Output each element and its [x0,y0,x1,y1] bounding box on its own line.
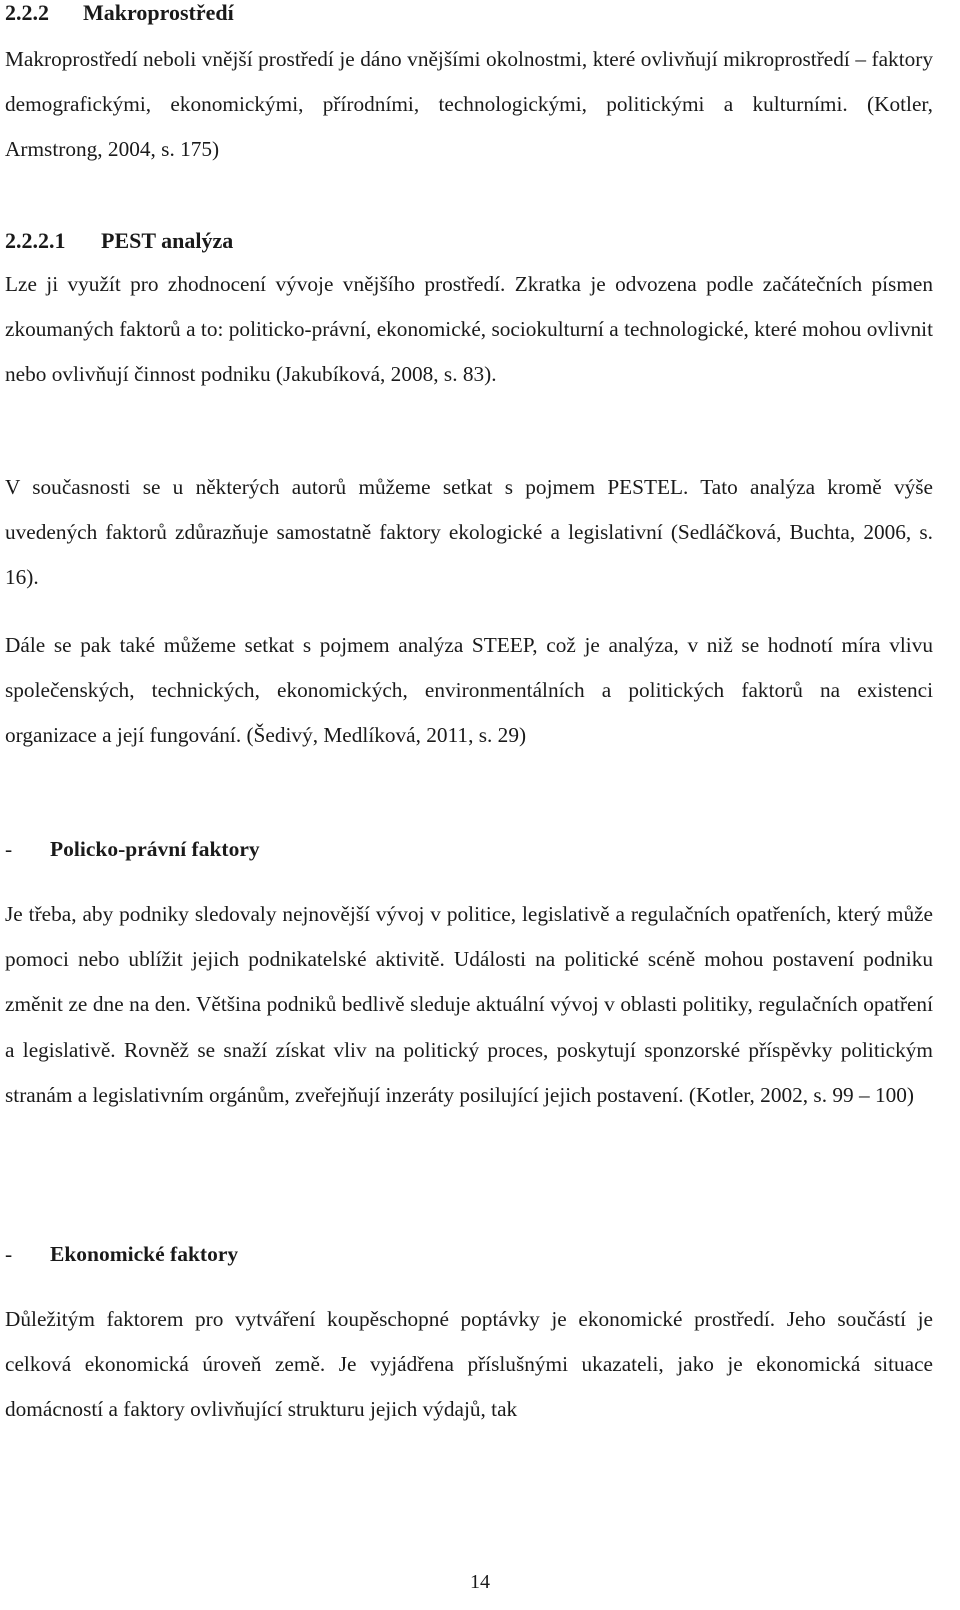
factor-text-economic: Důležitým faktorem pro vytváření koupěschopné poptávky je ekonomické prostředí. Jeho součástí je celková ekonomická úroveň země. Je vyjádřena příslušnými ukazateli, jako je ekonomická situace domácností a faktory ovlivňující strukturu jejich výdajů, tak [5,1307,933,1422]
intro-paragraph: Makroprostředí neboli vnější prostředí je dáno vnějšími okolnostmi, které ovlivňují mikroprostředí – faktory demografickými, ekonomickými, přírodními, technologickými, politickými a kulturními. (Kotler, Armstrong, 2004, s. 175) [5,47,933,162]
bullet-dash: - [5,1242,13,1266]
pest-paragraph-2: V současnosti se u některých autorů můžeme setkat s pojmem PESTEL. Tato analýza kromě výše uvedených faktorů zdůrazňuje samostatně faktory ekologické a legislativní (Sedláčková, Buchta, 2006, s. 16). [5,475,933,590]
bullet-dash: - [5,837,13,861]
section-title: Makroprostředí [83,0,234,25]
pest-paragraph-2-block [5,465,933,601]
pest-paragraph-3: Dále se pak také můžeme setkat s pojmem analýza STEEP, což je analýza, v niž se hodnotí míra vlivu společenských, technických, ekonomických, environmentálních a politických faktorů na existenci organizace a její fungování. (Šedivý, Medlíková, 2011, s. 29) [5,633,933,748]
section-number: 2.2.2 [5,0,49,25]
intro-block [5,37,933,173]
pest-paragraph-1-block [5,262,933,398]
factor-heading-political [5,836,933,862]
section-heading [5,0,933,26]
subsection-heading [5,228,933,254]
page-number: 14 [470,1571,490,1593]
subsection-number: 2.2.2.1 [5,228,66,253]
pest-paragraph-1: Lze ji využít pro zhodnocení vývoje vnějšího prostředí. Zkratka je odvozena podle začátečních písmen zkoumaných faktorů a to: politicko-právní, ekonomické, sociokulturní a technologické, které mohou ovlivnit nebo ovlivňují činnost podniku (Jakubíková, 2008, s. 83). [5,272,933,387]
factor-title-economic: Ekonomické faktory [50,1242,239,1266]
factor-title-political: Policko-právní faktory [50,837,260,861]
factor-text-economic-block [5,1297,933,1433]
subsection-title: PEST analýza [101,228,234,253]
factor-heading-economic [5,1241,933,1267]
factor-text-political-block [5,892,933,1118]
pest-paragraph-3-block [5,623,933,759]
factor-text-political: Je třeba, aby podniky sledovaly nejnovější vývoj v politice, legislativě a regulačních opatřeních, který může pomoci nebo ublížit jejich podnikatelské aktivitě. Události na politické scéně mohou postavení podniku změnit ze dne na den. Většina podniků bedlivě sleduje aktuální vývoj v oblasti politiky, regulačních opatření a legislativě. Rovněž se snaží získat vliv na politický proces, poskytují sponzorské příspěvky politickým stranám a legislativním orgánům, zveřejňují inzeráty posilující jejich postavení. (Kotler, 2002, s. 99 – 100) [5,902,933,1107]
